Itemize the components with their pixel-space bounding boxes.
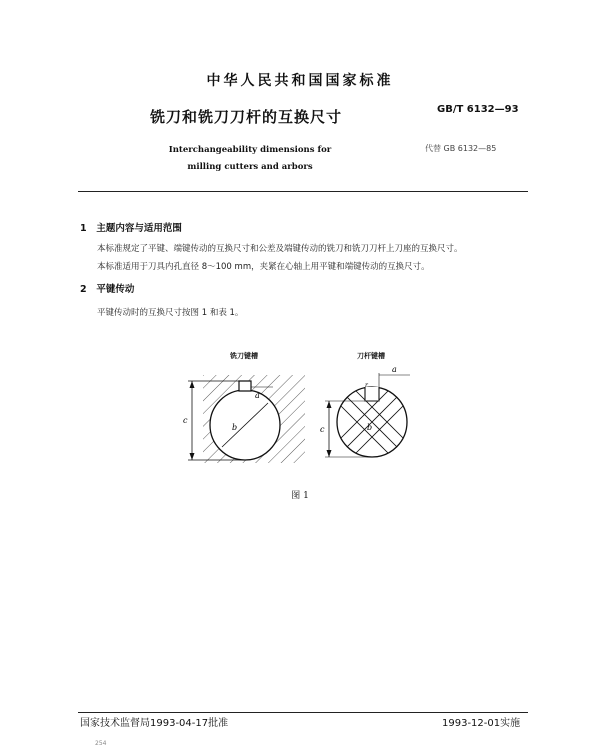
implementation-date: 1993-12-01实施 xyxy=(442,718,521,729)
section-1-paragraph-2: 本标准适用于刀具内孔直径 8～100 mm，夹紧在心轴上用平键和端键传动的互换尺寸。 xyxy=(97,262,430,272)
dimension-a-label: a xyxy=(392,365,397,374)
national-standard-heading: 中华人民共和国国家标准 xyxy=(206,73,394,89)
document-title-en xyxy=(150,142,350,176)
header-divider xyxy=(78,191,528,192)
figure-left-label: 铣刀键槽 xyxy=(230,352,258,360)
keyway-slot xyxy=(239,381,251,391)
figure-right-label: 刀杆键槽 xyxy=(357,352,385,360)
section-1-paragraph-1: 本标准规定了平键、端键传动的互换尺寸和公差及端键传动的铣刀和铣刀刀杆上刀座的互换尺寸。 xyxy=(97,244,463,254)
section-1-heading xyxy=(80,220,182,234)
shaft-key-slot xyxy=(365,387,379,401)
section-number: 2 xyxy=(80,284,87,295)
document-title-cn: 铣刀和铣刀刀杆的互换尺寸 xyxy=(150,108,343,126)
cutter-keyway-drawing xyxy=(175,365,310,480)
section-2-heading xyxy=(80,281,134,295)
title-en-line2: milling cutters and arbors xyxy=(187,162,313,172)
dimension-r-label: r xyxy=(365,382,368,389)
replaces-standard: 代替 GB 6132—85 xyxy=(425,144,497,153)
standard-number: GB/T 6132—93 xyxy=(437,104,519,115)
dimension-b-label: b xyxy=(232,423,238,432)
dimension-c-label: c xyxy=(183,416,188,425)
figure-caption: 图 1 xyxy=(291,491,309,501)
page-number: 254 xyxy=(95,740,107,747)
dimension-a-label: a xyxy=(255,391,260,400)
dimension-c-label: c xyxy=(320,425,325,434)
section-title: 平键传动 xyxy=(96,284,135,295)
dimension-b-label: b xyxy=(367,423,373,432)
section-number: 1 xyxy=(80,223,87,234)
title-en-line1: Interchangeability dimensions for xyxy=(168,145,332,155)
section-2-paragraph-1: 平键传动时的互换尺寸按图 1 和表 1。 xyxy=(97,308,244,318)
arbor-keyway-drawing xyxy=(315,360,435,475)
approval-date: 国家技术监督局1993-04-17批准 xyxy=(80,718,229,729)
footer-divider xyxy=(78,712,528,713)
section-title: 主题内容与适用范围 xyxy=(96,223,182,234)
